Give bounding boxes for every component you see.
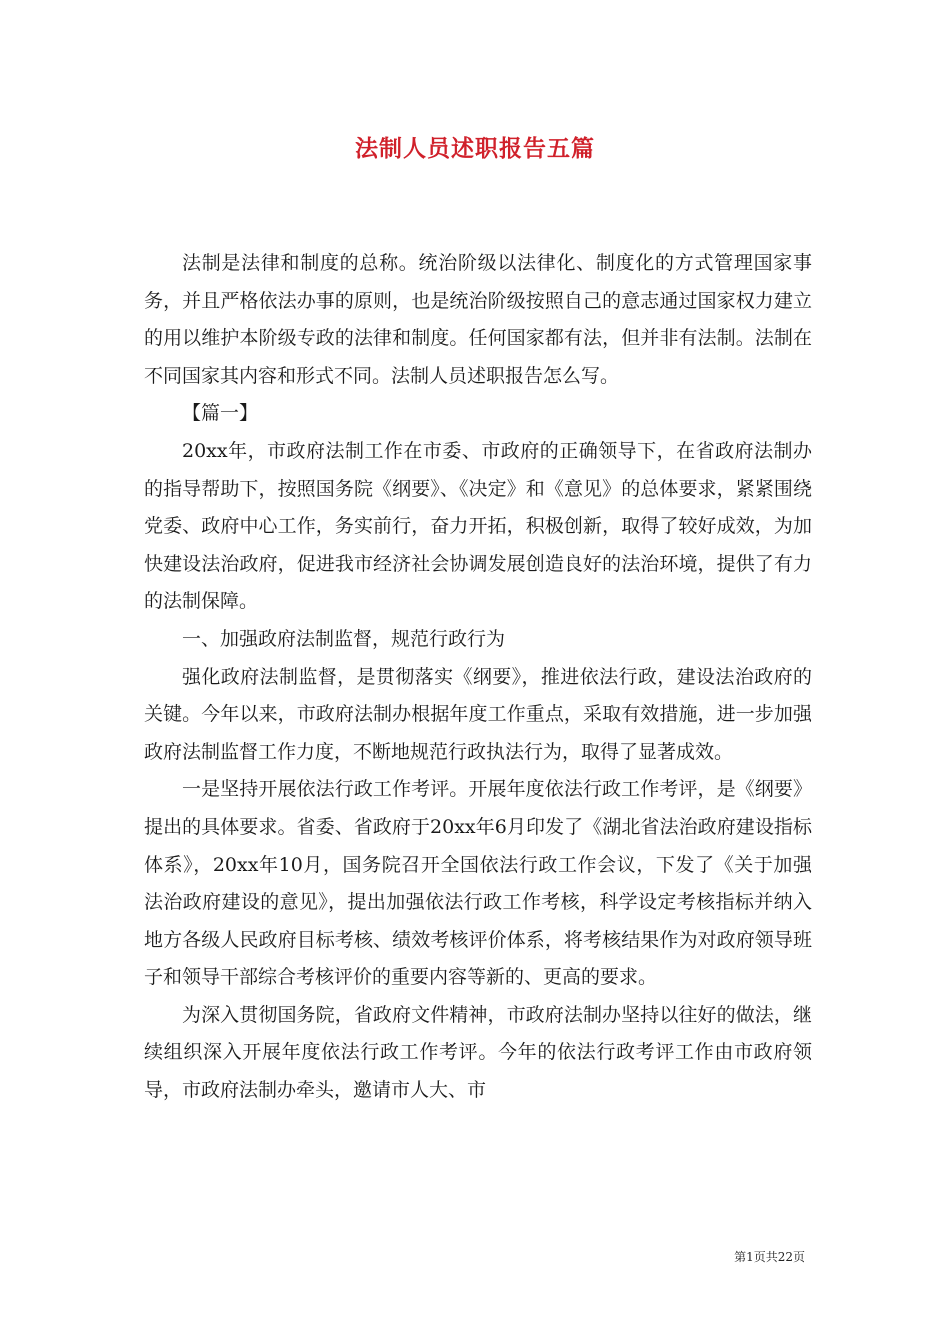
section-heading: 一、加强政府法制监督，规范行政行为: [182, 627, 506, 650]
body-paragraph: 强化政府法制监督，是贯彻落实《纲要》，推进依法行政，建设法治政府的关键。今年以来，市政府法制办根据年度工作重点，采取有效措施，进一步加强政府法制监督工作力度，不断地规范行政执法行为，取得了显著成效。: [144, 665, 812, 763]
section-marker: 【篇一】: [182, 402, 259, 425]
document-body: [144, 245, 812, 1110]
document-title: 法制人员述职报告五篇: [355, 135, 595, 162]
intro-paragraph: 法制是法律和制度的总称。统治阶级以法律化、制度化的方式管理国家事务，并且严格依法办事的原则，也是统治阶级按照自己的意志通过国家权力建立的用以维护本阶级专政的法律和制度。任何国家都有法，但并非有法制。法制在不同国家其内容和形式不同。法制人员述职报告怎么写。: [144, 252, 812, 387]
body-paragraph: 一是坚持开展依法行政工作考评。开展年度依法行政工作考评，是《纲要》提出的具体要求。省委、省政府于20xx年6月印发了《湖北省法治政府建设指标体系》，20xx年10月，国务院召开全国依法行政工作会议，下发了《关于加强法治政府建设的意见》，提出加强依法行政工作考核，科学设定考核指标并纳入地方各级人民政府目标考核、绩效考核评价体系，将考核结果作为对政府领导班子和领导干部综合考核评价的重要内容等新的、更高的要求。: [144, 778, 812, 989]
page-number: 第1页共22页: [734, 1250, 805, 1264]
body-paragraph: 20xx年，市政府法制工作在市委、市政府的正确领导下，在省政府法制办的指导帮助下，按照国务院《纲要》、《决定》和《意见》的总体要求，紧紧围绕党委、政府中心工作，务实前行，奋力开拓，积极创新，取得了较好成效，为加快建设法治政府，促进我市经济社会协调发展创造良好的法治环境，提供了有力的法制保障。: [144, 439, 812, 613]
body-paragraph: 为深入贯彻国务院，省政府文件精神，市政府法制办坚持以往好的做法，继续组织深入开展年度依法行政工作考评。今年的依法行政考评工作由市政府领导，市政府法制办牵头，邀请市人大、市: [144, 1003, 812, 1102]
